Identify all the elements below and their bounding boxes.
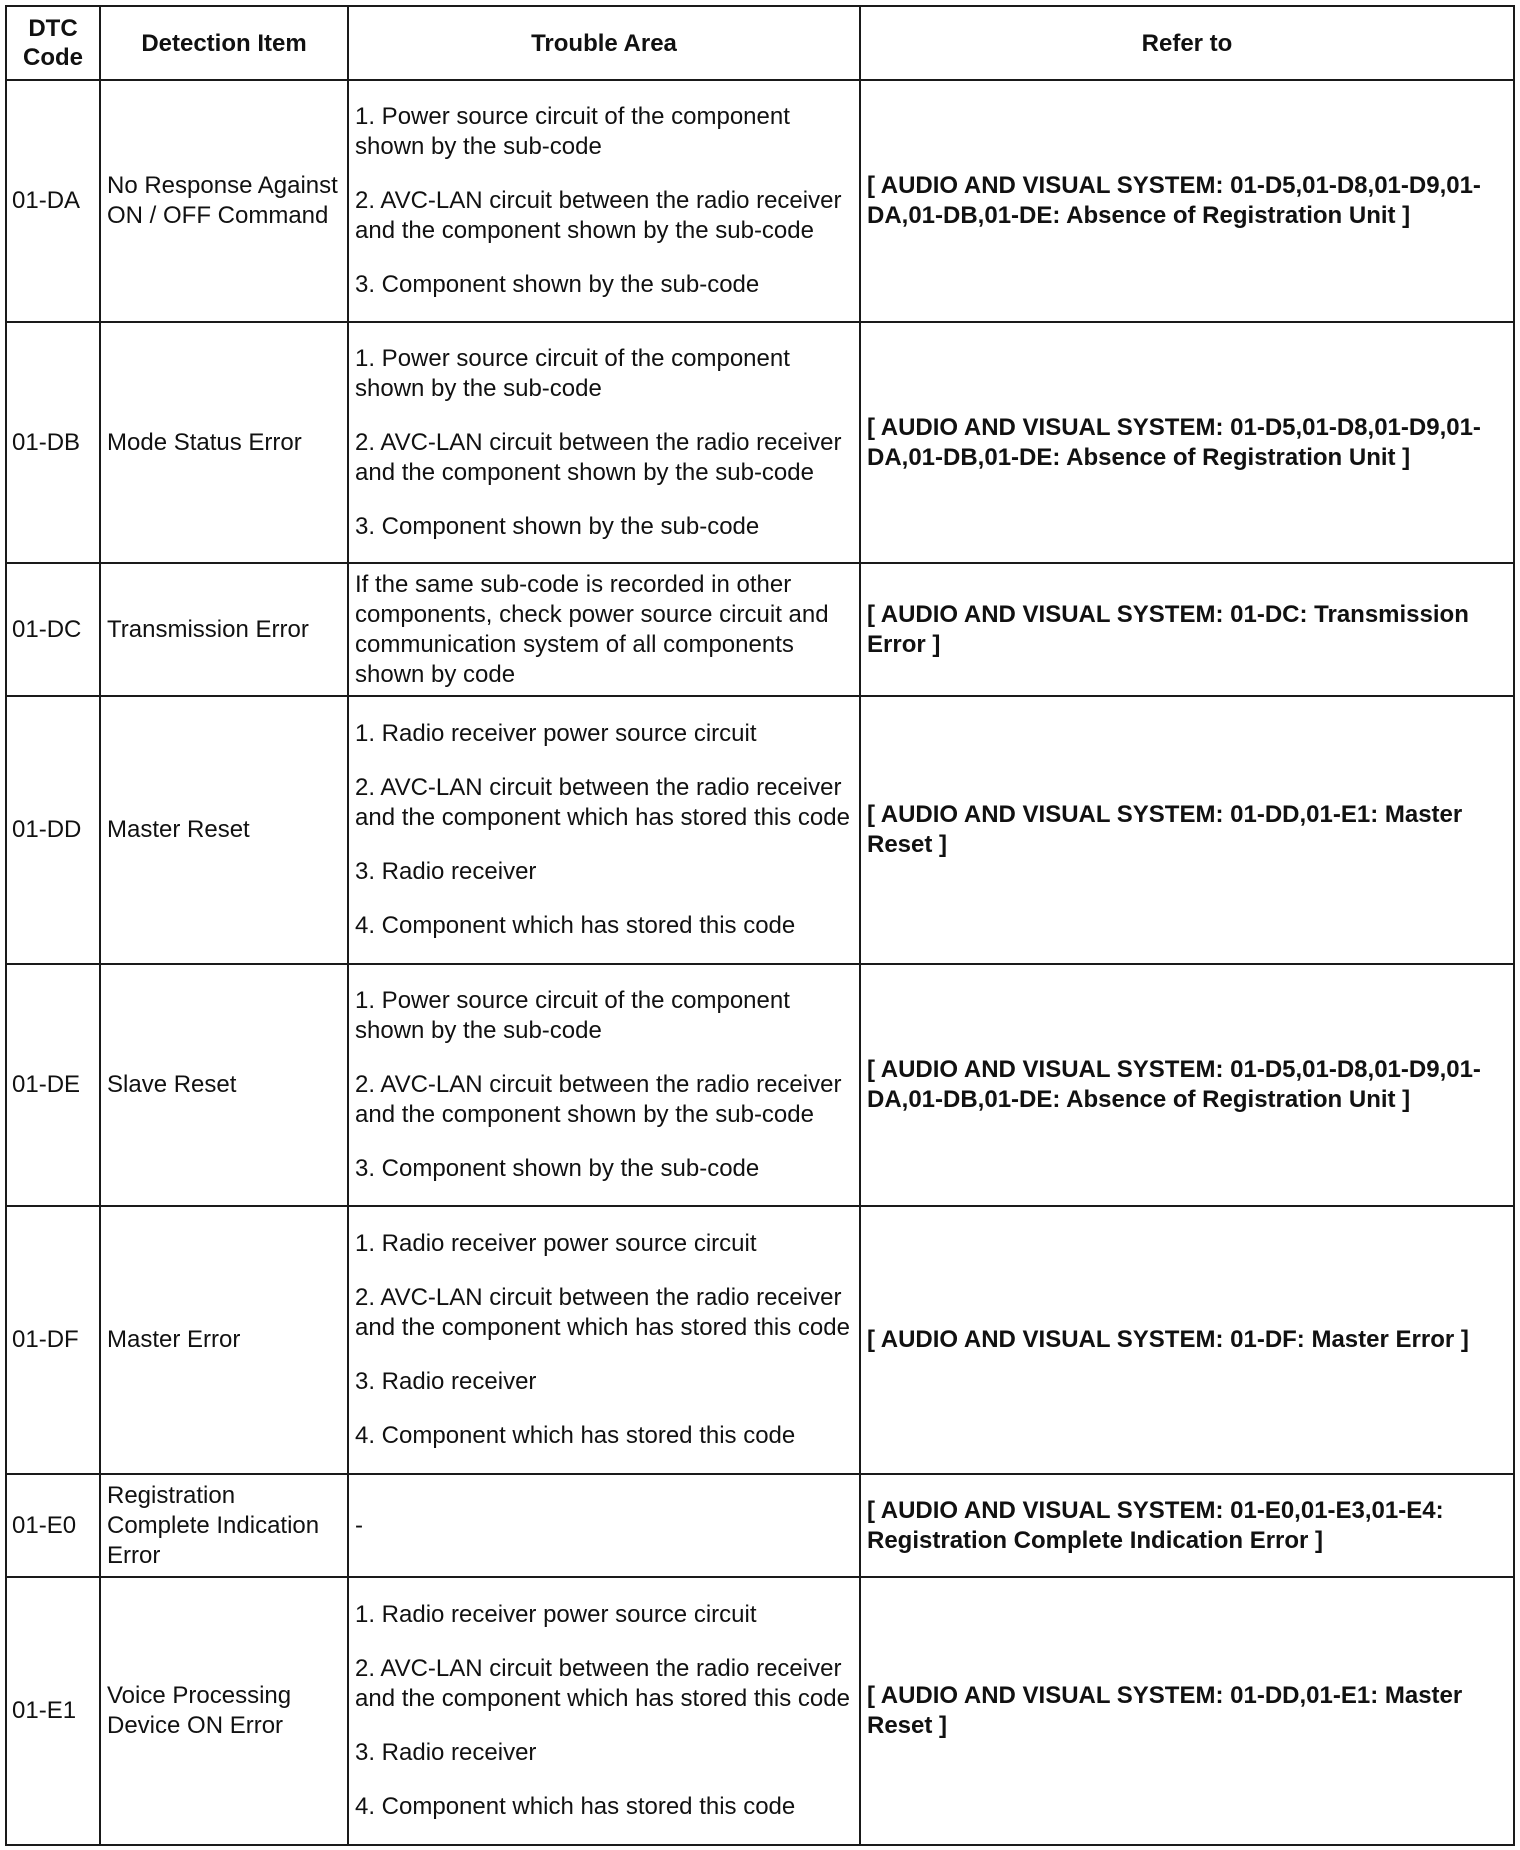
trouble-area-list — [355, 986, 853, 1184]
detection-item-cell: Transmission Error — [100, 563, 348, 696]
trouble-area-list — [355, 1229, 853, 1451]
trouble-area-item: 3. Component shown by the sub-code — [355, 1155, 760, 1182]
dtc-code-cell: 01-DF — [6, 1206, 100, 1474]
header-detection-item: Detection Item — [100, 6, 348, 80]
refer-to-link[interactable]: [ AUDIO AND VISUAL SYSTEM: 01-DC: Transmission Error ] — [860, 563, 1514, 696]
detection-item-cell: Voice Processing Device ON Error — [100, 1577, 348, 1845]
refer-to-link[interactable]: [ AUDIO AND VISUAL SYSTEM: 01-E0,01-E3,01-E4: Registration Complete Indication Error ] — [860, 1474, 1514, 1577]
trouble-area-cell — [348, 563, 860, 696]
table-row — [6, 322, 1514, 563]
trouble-area-item: 3. Radio receiver — [355, 1368, 537, 1395]
refer-to-link[interactable]: [ AUDIO AND VISUAL SYSTEM: 01-DD,01-E1: Master Reset ] — [860, 1577, 1514, 1845]
trouble-area-cell — [348, 322, 860, 563]
trouble-area-item: 2. AVC-LAN circuit between the radio receiver and the component shown by the sub-code — [355, 1071, 842, 1128]
table-row — [6, 563, 1514, 696]
trouble-area-cell — [348, 964, 860, 1206]
trouble-area-item: - — [355, 1511, 363, 1539]
trouble-area-item: 4. Component which has stored this code — [355, 912, 796, 939]
dtc-code-cell: 01-DA — [6, 80, 100, 322]
detection-item-cell: Master Error — [100, 1206, 348, 1474]
trouble-area-item: 4. Component which has stored this code — [355, 1793, 796, 1820]
detection-item-cell: Registration Complete Indication Error — [100, 1474, 348, 1577]
refer-to-link[interactable]: [ AUDIO AND VISUAL SYSTEM: 01-D5,01-D8,01-D9,01-DA,01-DB,01-DE: Absence of Registration Unit ] — [860, 80, 1514, 322]
trouble-area-list — [355, 1600, 853, 1822]
refer-to-link[interactable]: [ AUDIO AND VISUAL SYSTEM: 01-DF: Master Error ] — [860, 1206, 1514, 1474]
header-row — [6, 6, 1514, 80]
refer-to-link[interactable]: [ AUDIO AND VISUAL SYSTEM: 01-D5,01-D8,01-D9,01-DA,01-DB,01-DE: Absence of Registration Unit ] — [860, 322, 1514, 563]
table-row — [6, 696, 1514, 964]
trouble-area-item: 3. Component shown by the sub-code — [355, 512, 760, 540]
trouble-area-list — [355, 719, 853, 941]
detection-item-cell: Slave Reset — [100, 964, 348, 1206]
trouble-area-cell — [348, 1206, 860, 1474]
trouble-area-item: 2. AVC-LAN circuit between the radio receiver and the component which has stored this code — [355, 774, 850, 831]
trouble-area-list — [355, 102, 853, 300]
table-header — [6, 6, 1514, 80]
trouble-area-item: 1. Power source circuit of the component shown by the sub-code — [355, 103, 790, 160]
header-refer-to: Refer to — [860, 6, 1514, 80]
dtc-table — [5, 5, 1515, 1846]
trouble-area-item: If the same sub-code is recorded in other components, check power source circuit and communication system of all components shown by code — [355, 570, 829, 688]
detection-item-cell: No Response Against ON / OFF Command — [100, 80, 348, 322]
trouble-area-item: 1. Power source circuit of the component shown by the sub-code — [355, 344, 790, 402]
trouble-area-item: 2. AVC-LAN circuit between the radio receiver and the component which has stored this code — [355, 1284, 850, 1341]
table-row — [6, 80, 1514, 322]
trouble-area-item: 1. Radio receiver power source circuit — [355, 1230, 757, 1257]
refer-to-link[interactable]: [ AUDIO AND VISUAL SYSTEM: 01-D5,01-D8,01-D9,01-DA,01-DB,01-DE: Absence of Registration Unit ] — [860, 964, 1514, 1206]
dtc-code-cell: 01-DC — [6, 563, 100, 696]
table-row — [6, 1206, 1514, 1474]
header-dtc-code: DTC Code — [6, 6, 100, 80]
trouble-area-cell — [348, 80, 860, 322]
dtc-code-cell: 01-DE — [6, 964, 100, 1206]
trouble-area-item: 1. Radio receiver power source circuit — [355, 1601, 757, 1628]
trouble-area-item: 2. AVC-LAN circuit between the radio receiver and the component shown by the sub-code — [355, 187, 842, 244]
trouble-area-list — [355, 1511, 853, 1541]
dtc-code-cell: 01-DB — [6, 322, 100, 563]
header-trouble-area: Trouble Area — [348, 6, 860, 80]
table-row — [6, 1577, 1514, 1845]
table-row — [6, 964, 1514, 1206]
trouble-area-item: 2. AVC-LAN circuit between the radio receiver and the component which has stored this code — [355, 1655, 850, 1712]
detection-item-cell: Mode Status Error — [100, 322, 348, 563]
trouble-area-item: 3. Radio receiver — [355, 858, 537, 885]
table-body — [6, 80, 1514, 1845]
dtc-code-cell: 01-DD — [6, 696, 100, 964]
trouble-area-list — [355, 570, 853, 690]
trouble-area-item: 1. Radio receiver power source circuit — [355, 720, 757, 747]
trouble-area-item: 3. Radio receiver — [355, 1739, 537, 1766]
trouble-area-item: 4. Component which has stored this code — [355, 1422, 796, 1449]
trouble-area-item: 1. Power source circuit of the component shown by the sub-code — [355, 987, 790, 1044]
trouble-area-cell — [348, 696, 860, 964]
dtc-code-cell: 01-E1 — [6, 1577, 100, 1845]
dtc-code-cell: 01-E0 — [6, 1474, 100, 1577]
trouble-area-item: 2. AVC-LAN circuit between the radio receiver and the component shown by the sub-code — [355, 428, 842, 486]
trouble-area-item: 3. Component shown by the sub-code — [355, 271, 760, 298]
trouble-area-cell — [348, 1577, 860, 1845]
trouble-area-list — [355, 344, 853, 542]
table-row — [6, 1474, 1514, 1577]
trouble-area-cell — [348, 1474, 860, 1577]
detection-item-cell: Master Reset — [100, 696, 348, 964]
refer-to-link[interactable]: [ AUDIO AND VISUAL SYSTEM: 01-DD,01-E1: Master Reset ] — [860, 696, 1514, 964]
